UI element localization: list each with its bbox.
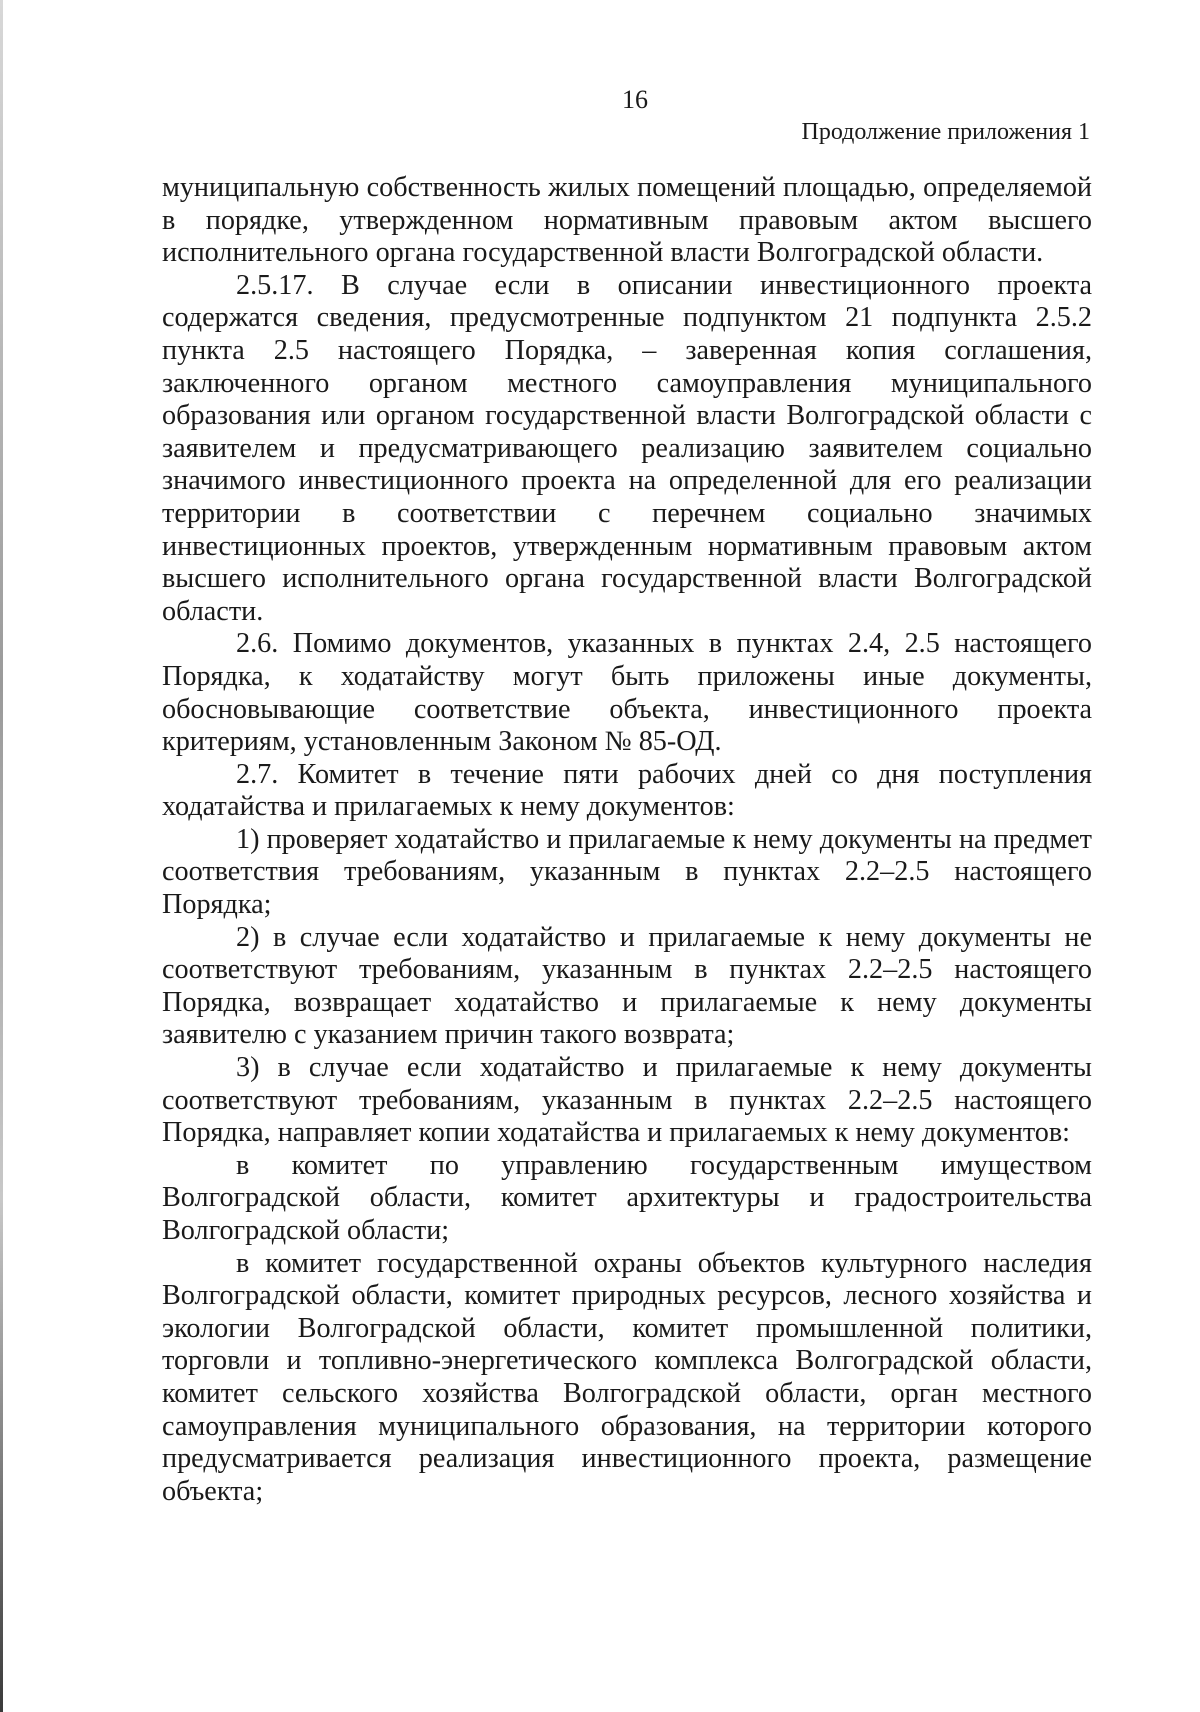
page-number: 16 [622, 85, 648, 114]
continuation-label: Продолжение приложения 1 [801, 119, 1090, 145]
paragraph-2-5-17: 2.5.17. В случае если в описании инвестиционного проекта содержатся сведения, предусмотренные подпунктом 21 подпункта 2.5.2 пункта 2.5 настоящего Порядка, – заверенная копия соглашения, заключенного органом местного самоуправления муниципального образования или органом государственной власти Волгоградской области с заявителем и предусматривающего реализацию заявителем социально значимого инвестиционного проекта на определенной для его реализации территории в соответствии с перечнем социально значимых инвестиционных проектов, утвержденным нормативным правовым актом высшего исполнительного органа государственной власти Волгоградской области. [162, 269, 1092, 627]
paragraph-2-7: 2.7. Комитет в течение пяти рабочих дней со дня поступления ходатайства и прилагаемых к нему документов: [162, 758, 1092, 823]
scan-edge-shadow [0, 0, 3, 1712]
list-item-2: 2) в случае если ходатайство и прилагаемые к нему документы не соответствуют требованиям, указанным в пунктах 2.2–2.5 настоящего Порядка, возвращает ходатайство и прилагаемые к нему документы заявителю с указанием причин такого возврата; [162, 921, 1092, 1051]
paragraph-2-6: 2.6. Помимо документов, указанных в пунктах 2.4, 2.5 настоящего Порядка, к ходатайству могут быть приложены иные документы, обосновывающие соответствие объекта, инвестиционного проекта критериям, установленным Законом № 85-ОД. [162, 628, 1092, 758]
list-item-3: 3) в случае если ходатайство и прилагаемые к нему документы соответствуют требованиям, указанным в пунктах 2.2–2.5 настоящего Порядка, направляет копии ходатайства и прилагаемых к нему документов: [162, 1052, 1092, 1149]
paragraph-continuation: муниципальную собственность жилых помещений площадью, определяемой в порядке, утвержденном нормативным правовым актом высшего исполнительного органа государственной власти Волгоградской области. [162, 172, 1092, 269]
document-body [162, 172, 1092, 1508]
recipient-group-1: в комитет по управлению государственным имуществом Волгоградской области, комитет архитектуры и градостроительства Волгоградской области; [162, 1149, 1092, 1246]
list-item-1: 1) проверяет ходатайство и прилагаемые к нему документы на предмет соответствия требованиям, указанным в пунктах 2.2–2.5 настоящего Порядка; [162, 823, 1092, 921]
recipient-group-2: в комитет государственной охраны объектов культурного наследия Волгоградской области, комитет природных ресурсов, лесного хозяйства и экологии Волгоградской области, комитет промышленной политики, торговли и топливно-энергетического комплекса Волгоградской области, комитет сельского хозяйства Волгоградской области, орган местного самоуправления муниципального образования, на территории которого предусматривается реализация инвестиционного проекта, размещение объекта; [162, 1247, 1092, 1507]
